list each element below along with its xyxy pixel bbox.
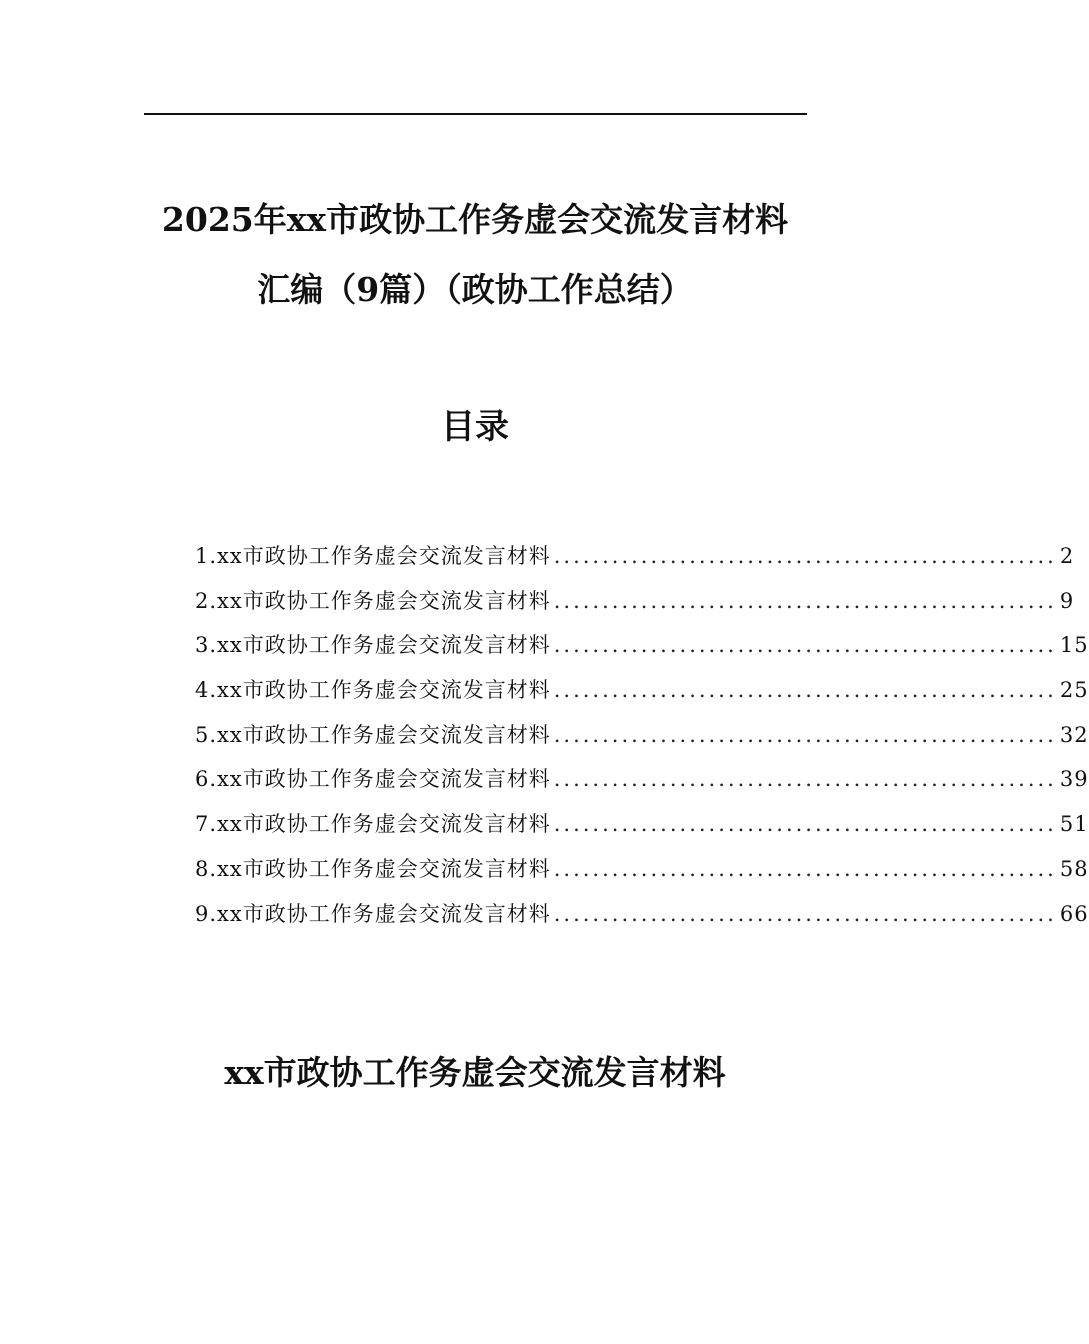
toc-entry[interactable] [195, 898, 1089, 943]
toc-leader-dots: .................................................... [553, 767, 1057, 792]
toc-entry-label: 9.xx市政协工作务虚会交流发言材料 [195, 901, 551, 926]
toc-leader-dots: .................................................... [553, 722, 1057, 747]
toc-leader-dots: .................................................... [553, 633, 1057, 658]
toc-leader-dots: .................................................... [553, 812, 1057, 837]
toc-entry-page: 66 [1059, 901, 1089, 926]
toc-leader-dots: .................................................... [553, 588, 1057, 613]
toc-entry-label: 3.xx市政协工作务虚会交流发言材料 [195, 633, 551, 658]
toc-leader-dots: .................................................... [553, 678, 1057, 703]
table-of-contents [195, 540, 1089, 942]
toc-entry-page: 32 [1059, 722, 1089, 747]
toc-entry-label: 4.xx市政协工作务虚会交流发言材料 [195, 678, 551, 703]
toc-entry[interactable] [195, 585, 1075, 630]
toc-leader-dots: .................................................... [553, 856, 1057, 881]
toc-entry[interactable] [195, 674, 1089, 719]
toc-entry-page: 9 [1059, 588, 1075, 613]
toc-entry[interactable] [195, 719, 1089, 764]
toc-entry-label: 6.xx市政协工作务虚会交流发言材料 [195, 767, 551, 792]
toc-entry-label: 5.xx市政协工作务虚会交流发言材料 [195, 722, 551, 747]
toc-entry-page: 58 [1059, 856, 1089, 881]
header-rule [144, 113, 807, 115]
toc-entry[interactable] [195, 853, 1089, 898]
toc-entry[interactable] [195, 629, 1089, 674]
toc-entry[interactable] [195, 808, 1089, 853]
toc-heading: 目录 [441, 407, 509, 447]
document-title-line-1: 2025年xx市政协工作务虚会交流发言材料 [161, 200, 789, 239]
toc-leader-dots: .................................................... [553, 901, 1057, 926]
document-title-line-2: 汇编（9篇）（政协工作总结） [257, 270, 693, 309]
section-title: xx市政协工作务虚会交流发言材料 [224, 1053, 726, 1092]
toc-entry-page: 51 [1059, 812, 1089, 837]
toc-entry-page: 2 [1059, 544, 1075, 568]
toc-leader-dots: .................................................... [553, 544, 1057, 568]
toc-entry-page: 39 [1059, 767, 1089, 792]
toc-entry[interactable] [195, 540, 1075, 585]
toc-entry-page: 15 [1059, 633, 1089, 658]
toc-entry-label: 2.xx市政协工作务虚会交流发言材料 [195, 588, 551, 613]
toc-entry-label: 7.xx市政协工作务虚会交流发言材料 [195, 812, 551, 837]
toc-entry-label: 8.xx市政协工作务虚会交流发言材料 [195, 856, 551, 881]
toc-entry[interactable] [195, 763, 1089, 808]
toc-entry-page: 25 [1059, 678, 1089, 703]
toc-entry-label: 1.xx市政协工作务虚会交流发言材料 [195, 544, 551, 568]
